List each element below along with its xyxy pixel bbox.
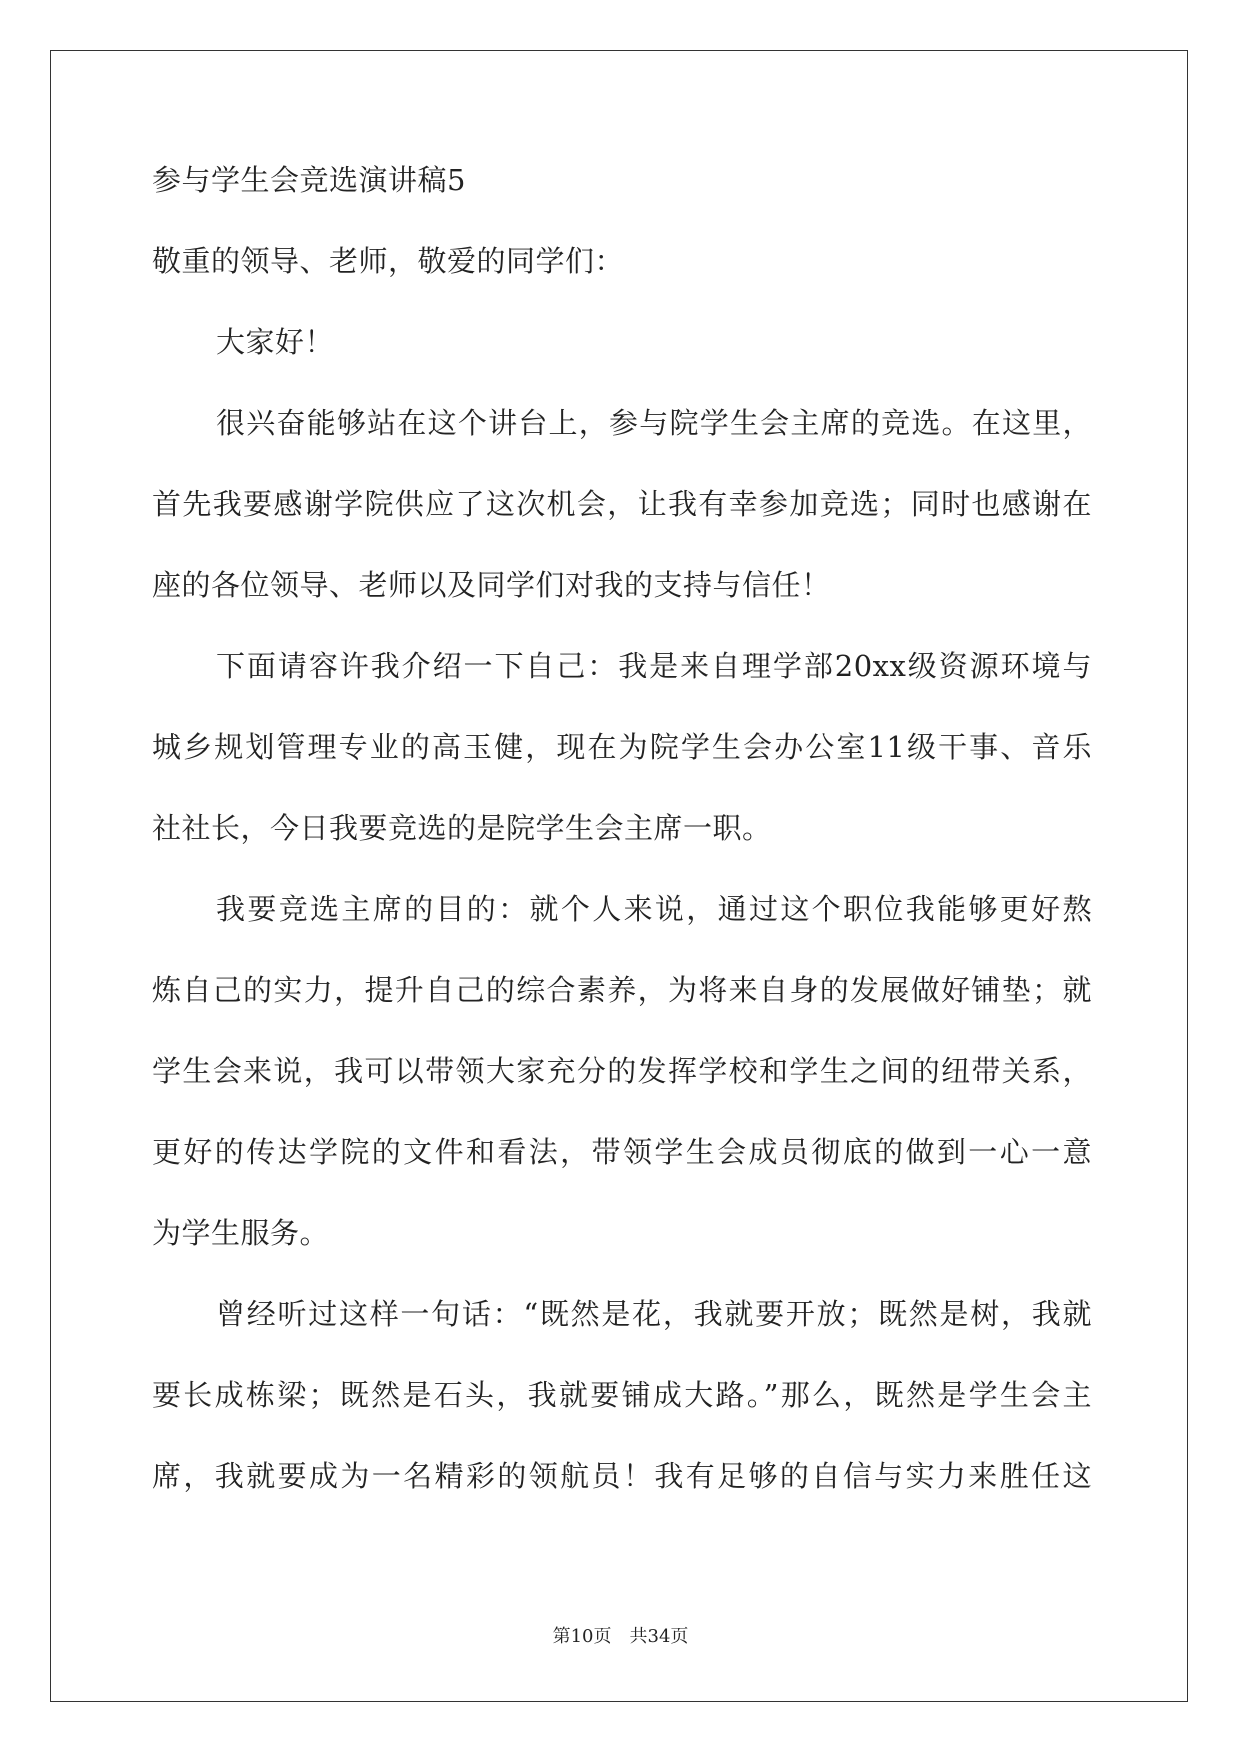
paragraph-line: 座的各位领导、老师以及同学们对我的支持与信任！ xyxy=(152,568,831,602)
document-title: 参与学生会竞选演讲稿5 xyxy=(152,163,466,197)
page-number: 第10页 共34页 xyxy=(552,1626,689,1647)
paragraph-line: 要长成栋梁；既然是石头，我就要铺成大路。”那么，既然是学生会主 xyxy=(152,1378,1092,1412)
paragraph-line: 为学生服务。 xyxy=(152,1216,330,1250)
paragraph-line: 炼自己的实力，提升自己的综合素养，为将来自身的发展做好铺垫；就 xyxy=(152,973,1092,1007)
paragraph-line: 更好的传达学院的文件和看法，带领学生会成员彻底的做到一心一意 xyxy=(152,1135,1092,1169)
paragraph-line: 社社长，今日我要竞选的是院学生会主席一职。 xyxy=(152,811,772,845)
paragraph-line: 学生会来说，我可以带领大家充分的发挥学校和学生之间的纽带关系， xyxy=(152,1054,1092,1088)
paragraph-line: 大家好！ xyxy=(216,325,335,359)
paragraph-line: 我要竞选主席的目的：就个人来说，通过这个职位我能够更好熬 xyxy=(216,892,1092,926)
paragraph-line: 下面请容许我介绍一下自己：我是来自理学部20xx级资源环境与 xyxy=(216,649,1092,683)
paragraph-line: 首先我要感谢学院供应了这次机会，让我有幸参加竞选；同时也感谢在 xyxy=(152,487,1092,521)
paragraph-line: 席，我就要成为一名精彩的领航员！我有足够的自信与实力来胜任这 xyxy=(152,1459,1092,1493)
paragraph-line: 很兴奋能够站在这个讲台上，参与院学生会主席的竞选。在这里， xyxy=(216,406,1092,440)
paragraph-line: 城乡规划管理专业的高玉健，现在为院学生会办公室11级干事、音乐 xyxy=(152,730,1092,764)
greeting-line: 敬重的领导、老师，敬爱的同学们： xyxy=(152,244,625,278)
paragraph-line: 曾经听过这样一句话：“既然是花，我就要开放；既然是树，我就 xyxy=(216,1297,1092,1331)
